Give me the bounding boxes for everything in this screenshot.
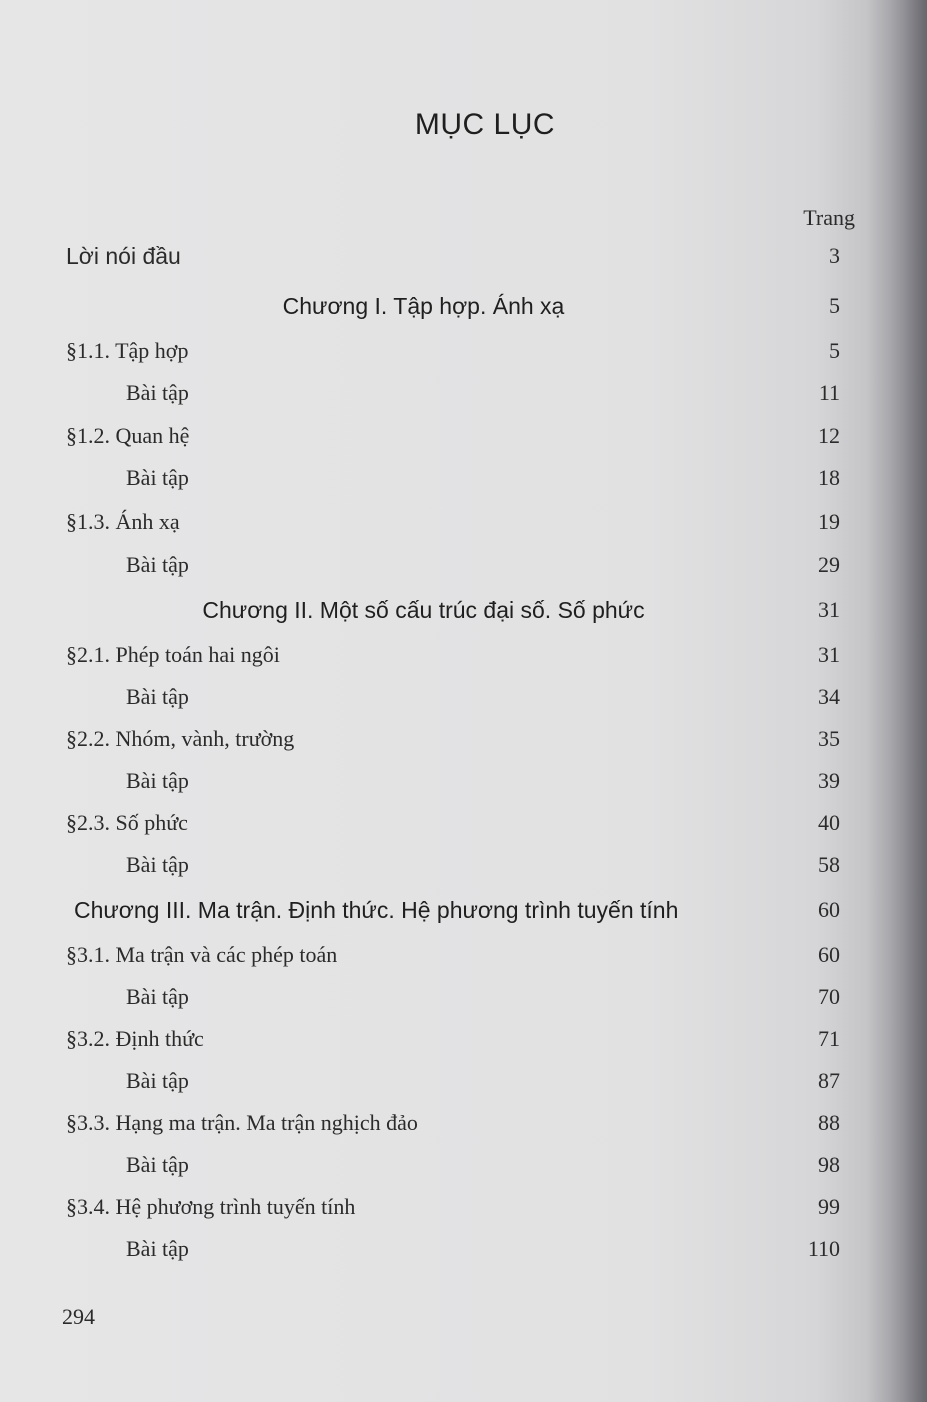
toc-entry-page: 31 — [818, 597, 840, 622]
toc-entry — [0, 1026, 927, 1062]
toc-entry — [0, 768, 927, 804]
toc-entry-page: 60 — [818, 897, 840, 922]
toc-entry — [0, 1194, 927, 1230]
toc-entry — [0, 423, 927, 459]
toc-entry — [0, 1110, 927, 1146]
toc-entry-label: §3.4. Hệ phương trình tuyến tính — [66, 1194, 356, 1219]
toc-entry-page: 110 — [807, 1236, 840, 1261]
toc-chapter — [0, 597, 927, 633]
toc-entry-page: 29 — [818, 552, 840, 577]
toc-entry-page: 5 — [829, 338, 840, 363]
toc-entry-label: Bài tập — [126, 852, 189, 877]
toc-chapter-label: Chương III. Ma trận. Định thức. Hệ phương trình tuyến tính — [74, 897, 679, 923]
toc-entry-label: Bài tập — [126, 984, 189, 1009]
toc-entry-page: 40 — [818, 810, 840, 835]
page-number: 294 — [62, 1304, 95, 1329]
toc-entry-label: Bài tập — [126, 552, 189, 577]
toc-entry-label: Bài tập — [126, 684, 189, 709]
toc-entry-label: §1.1. Tập hợp — [66, 338, 189, 363]
toc-entry-label: §3.2. Định thức — [66, 1026, 204, 1051]
toc-entry-label: Bài tập — [126, 465, 189, 490]
toc-entry — [0, 810, 927, 846]
toc-entry-page: 98 — [818, 1152, 840, 1177]
toc-entry — [0, 984, 927, 1020]
toc-entry-page: 5 — [829, 293, 840, 318]
toc-entry-label: Bài tập — [126, 380, 189, 405]
toc-entry — [0, 509, 927, 545]
toc-entry — [0, 243, 927, 279]
toc-chapter — [0, 897, 927, 933]
toc-entry-label: §2.2. Nhóm, vành, trường — [66, 726, 295, 751]
toc-entry — [0, 642, 927, 678]
toc-entry-page: 87 — [818, 1068, 840, 1093]
toc-entry-label: §2.3. Số phức — [66, 810, 188, 835]
toc-entry — [0, 338, 927, 374]
toc-entry-label: §1.2. Quan hệ — [66, 423, 190, 448]
toc-entry — [0, 1236, 927, 1272]
toc-entry-label: Bài tập — [126, 1068, 189, 1093]
toc-entry-page: 34 — [818, 684, 840, 709]
page-title: MỤC LỤC — [414, 108, 556, 141]
toc-entry-label: §3.1. Ma trận và các phép toán — [66, 942, 338, 967]
toc-entry — [0, 552, 927, 588]
toc-entry-page: 99 — [818, 1194, 840, 1219]
toc-entry — [0, 852, 927, 888]
toc-entry-page: 35 — [818, 726, 840, 751]
toc-entry-page: 3 — [829, 243, 840, 268]
toc-entry-label: §3.3. Hạng ma trận. Ma trận nghịch đảo — [66, 1110, 418, 1135]
toc-entry-page: 88 — [818, 1110, 840, 1135]
toc-entry — [0, 942, 927, 978]
toc-entry-page: 70 — [818, 984, 840, 1009]
toc-chapter — [0, 293, 927, 329]
toc-entry-label: Bài tập — [126, 1236, 189, 1261]
toc-entry-page: 60 — [818, 942, 840, 967]
toc-entry-page: 31 — [818, 642, 840, 667]
toc-entry-label: §1.3. Ánh xạ — [66, 509, 180, 534]
toc-entry-label: §2.1. Phép toán hai ngôi — [66, 642, 280, 667]
toc-entry-page: 71 — [818, 1026, 840, 1051]
page-column-label: Trang — [803, 205, 855, 230]
toc-entry — [0, 684, 927, 720]
toc-entry — [0, 380, 927, 416]
toc-chapter-label: Chương II. Một số cấu trúc đại số. Số phức — [202, 597, 645, 623]
toc-entry-page: 18 — [818, 465, 840, 490]
toc-entry-label: Lời nói đầu — [66, 243, 181, 269]
toc-entry-page: 12 — [818, 423, 840, 448]
toc-entry — [0, 465, 927, 501]
toc-entry-page: 58 — [818, 852, 840, 877]
toc-entry — [0, 1068, 927, 1104]
toc-entry — [0, 1152, 927, 1188]
toc-entry-page: 39 — [818, 768, 840, 793]
toc-entry — [0, 726, 927, 762]
toc-entry-page: 11 — [818, 380, 840, 405]
toc-entry-page: 19 — [818, 509, 840, 534]
toc-chapter-label: Chương I. Tập hợp. Ánh xạ — [282, 293, 565, 319]
toc-entry-label: Bài tập — [126, 1152, 189, 1177]
toc-entry-label: Bài tập — [126, 768, 189, 793]
